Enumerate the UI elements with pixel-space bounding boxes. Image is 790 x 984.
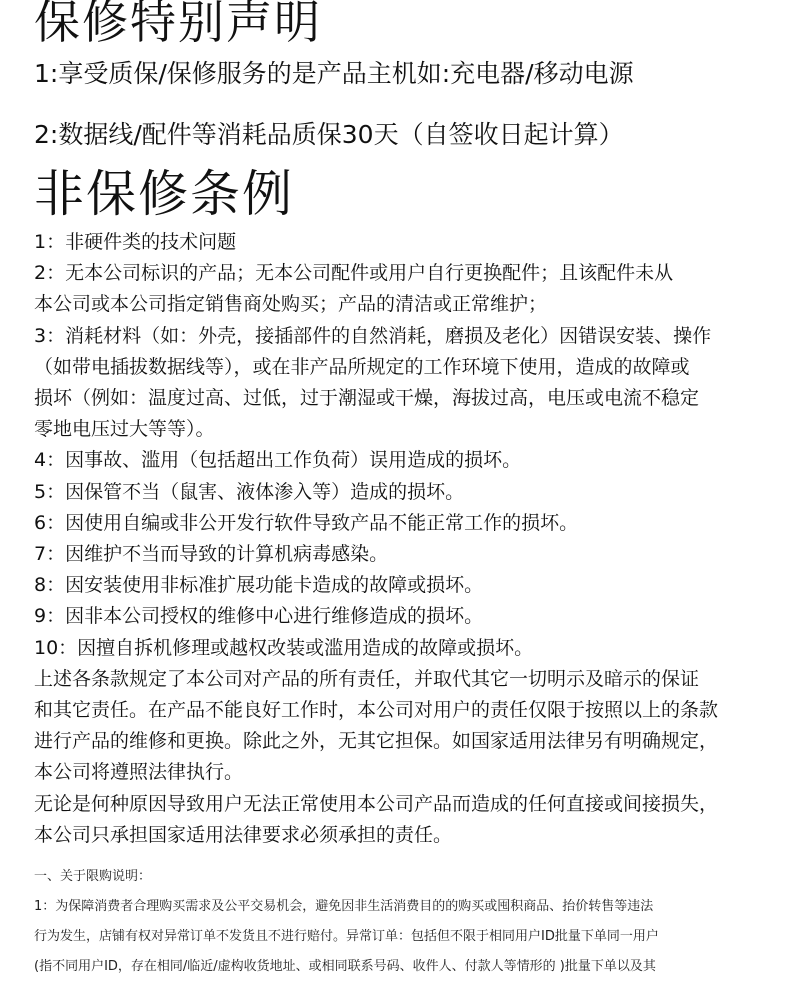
purchase-limit-notes bbox=[34, 862, 784, 982]
purchase-limit-line: 1：为保障消费者合理购买需求及公平交易机会，避免因非生活消费目的的购买或囤积商品、抬价转售等违法 bbox=[34, 899, 654, 914]
non-warranty-line: 4：因事故、滥用（包括超出工作负荷）误用造成的损坏。 bbox=[34, 449, 522, 472]
non-warranty-line: 2：无本公司标识的产品；无本公司配件或用户自行更换配件；且该配件未从 bbox=[34, 262, 674, 285]
non-warranty-line: 8：因安装使用非标准扩展功能卡造成的故障或损坏。 bbox=[34, 574, 484, 597]
non-warranty-line: 7：因维护不当而导致的计算机病毒感染。 bbox=[34, 543, 389, 566]
purchase-limit-line: 行为发生，店铺有权对异常订单不发货且不进行赔付。异常订单：包括但不限于相同用户ID批量下单同一用户 bbox=[34, 929, 659, 944]
warranty-item-2: 2:数据线/配件等消耗品质保30天（自签收日起计算） bbox=[34, 120, 624, 149]
non-warranty-line: 和其它责任。在产品不能良好工作时，本公司对用户的责任仅限于按照以上的条款 bbox=[34, 699, 719, 722]
non-warranty-line: 10：因擅自拆机修理或越权改装或滥用造成的故障或损坏。 bbox=[34, 636, 534, 659]
warranty-title: 保修特别声明 bbox=[34, 0, 322, 49]
non-warranty-line: 损坏（例如：温度过高、过低，过于潮湿或干燥，海拔过高，电压或电流不稳定 bbox=[34, 387, 700, 410]
non-warranty-line: 本公司只承担国家适用法律要求必须承担的责任。 bbox=[34, 823, 453, 846]
purchase-limit-line: 一、关于限购说明： bbox=[34, 869, 152, 884]
non-warranty-line: 5：因保管不当（鼠害、液体渗入等）造成的损坏。 bbox=[34, 480, 465, 503]
non-warranty-line: 9：因非本公司授权的维修中心进行维修造成的损坏。 bbox=[34, 605, 484, 628]
non-warranty-title: 非保修条例 bbox=[34, 165, 294, 223]
non-warranty-line: 无论是何种原因导致用户无法正常使用本公司产品而造成的任何直接或间接损失， bbox=[34, 792, 719, 815]
non-warranty-line: 进行产品的维修和更换。除此之外，无其它担保。如国家适用法律另有明确规定， bbox=[34, 730, 719, 753]
non-warranty-line: 3：消耗材料（如：外壳，接插部件的自然消耗，磨损及老化）因错误安装、操作 bbox=[34, 324, 712, 347]
purchase-limit-line: (指不同用户ID，存在相同/临近/虚构收货地址、或相同联系号码、收件人、付款人等情形的 )批量下单以及其 bbox=[34, 959, 656, 974]
warranty-item-1: 1:享受质保/保修服务的是产品主机如:充电器/移动电源 bbox=[34, 59, 634, 88]
non-warranty-line: 本公司将遵照法律执行。 bbox=[34, 761, 244, 784]
non-warranty-line: （如带电插拔数据线等），或在非产品所规定的工作环境下使用，造成的故障或 bbox=[34, 355, 690, 378]
non-warranty-line: 本公司或本公司指定销售商处购买；产品的清洁或正常维护； bbox=[34, 293, 548, 316]
non-warranty-line: 零地电压过大等等）。 bbox=[34, 418, 215, 441]
non-warranty-line: 1：非硬件类的技术问题 bbox=[34, 231, 237, 253]
non-warranty-line: 6：因使用自编或非公开发行软件导致产品不能正常工作的损坏。 bbox=[34, 511, 579, 534]
non-warranty-body bbox=[34, 227, 784, 851]
non-warranty-line: 上述各条款规定了本公司对产品的所有责任，并取代其它一切明示及暗示的保证 bbox=[34, 667, 700, 690]
